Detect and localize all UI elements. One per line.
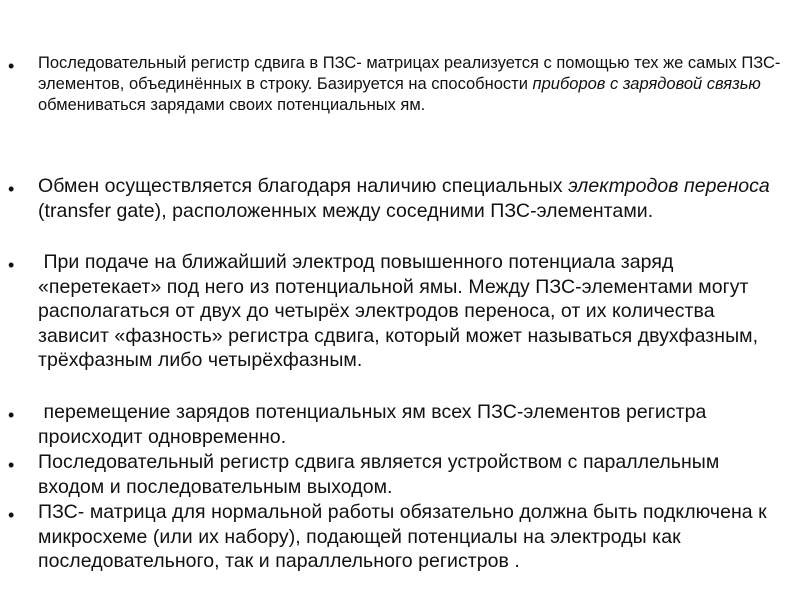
bullet-dot: • [8, 455, 15, 475]
bullet-text [38, 450, 784, 499]
bullet-dot: • [8, 405, 15, 425]
bullet-text [38, 53, 784, 116]
text-run: При подаче на ближайший электрод повышенного потенциала заряд «перетекает» под него из потенциальной ямы. Между ПЗС-элементами могут располагаться от двух до четырёх электродов переноса, от их количества зависит «фазность» регистра сдвига, который может называться двухфазным, трёхфазным либо четырёхфазным. [38, 251, 764, 372]
text-run: обмениваться зарядами своих потенциальных ям. [38, 75, 766, 114]
text-run: Обмен осуществляется благодаря наличию специальных [38, 175, 569, 197]
bullet-text [38, 174, 784, 223]
text-run: (transfer gate), расположенных между соседними ПЗС-элементами. [38, 175, 776, 222]
bullet-dot: • [8, 179, 15, 199]
bullet-text [38, 400, 784, 449]
bullet-text [38, 500, 784, 574]
text-run: Последовательный регистр сдвига является устройством с параллельным входом и последовательным выходом. [38, 451, 725, 498]
bullet-dot: • [8, 255, 15, 275]
text-run: ПЗС- матрица для нормальной работы обязательно должна быть подключена к микросхеме (или их набору), подающей потенциалы на электроды как последовательного, так и параллельного регистров . [38, 501, 773, 573]
text-run-italic: приборов с зарядовой связью [532, 75, 761, 93]
text-run: перемещение зарядов потенциальных ям всех ПЗС-элементов регистра происходит одновременно. [38, 401, 712, 448]
text-run: Последовательный регистр сдвига в ПЗС- матрицах реализуется с помощью тех же самых ПЗС- элементов, объединённых в строку. Базируется на способности [38, 54, 786, 93]
bullet-text [38, 250, 784, 373]
bullet-dot: • [8, 505, 15, 525]
text-run-italic: электродов переноса [568, 175, 770, 197]
bullet-dot: • [8, 56, 15, 76]
